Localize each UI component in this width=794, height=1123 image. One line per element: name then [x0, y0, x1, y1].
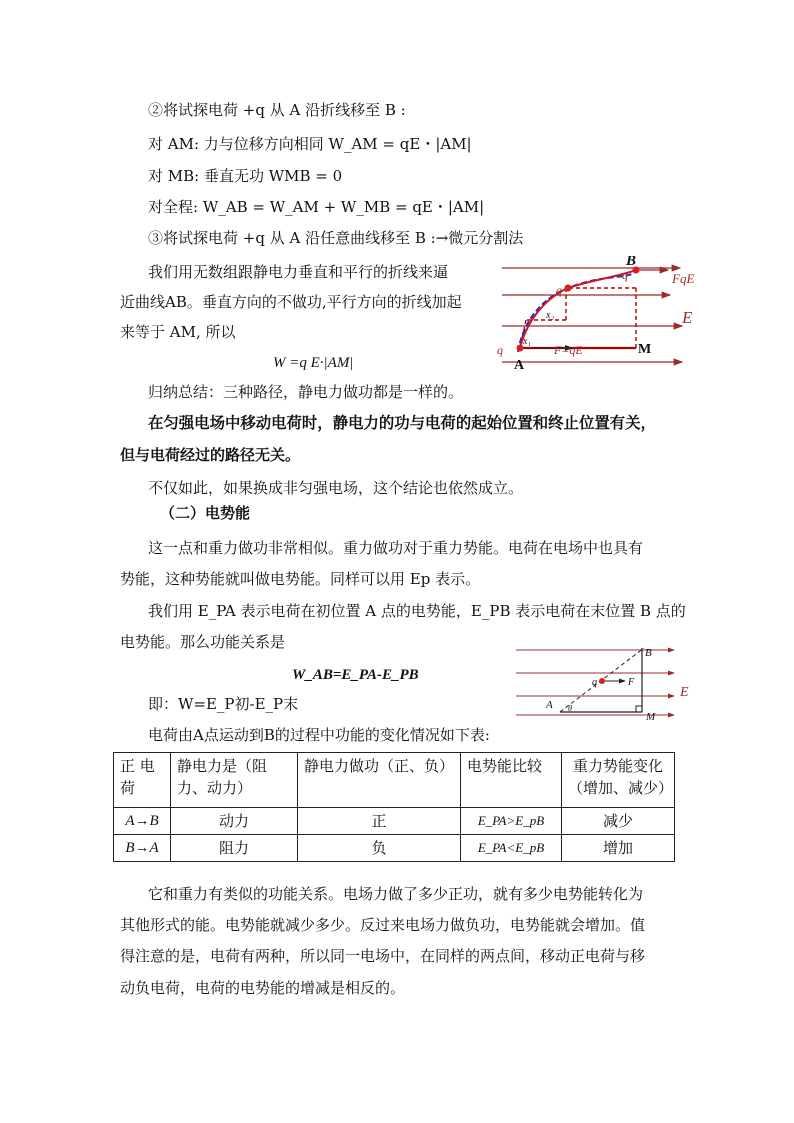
label-q-top: q	[622, 268, 628, 282]
energy-formula: W_AB=E_PA-E_PB	[292, 667, 419, 683]
induction-summary: 归纳总结：三种路径，静电力做功都是一样的。	[148, 383, 464, 401]
energy-formula-ie: 即：W=E_P初-E_P末	[148, 695, 299, 713]
approx-line-3: 来等于 AM, 所以	[120, 323, 236, 341]
total-work-text: 对全程: W_AB = W_AM + W_MB = qE・|AM|	[148, 198, 485, 216]
label-a: A	[546, 699, 553, 711]
label-theta: θ	[568, 704, 572, 713]
label-q-mid: q	[556, 283, 562, 297]
table-header-cell: 正 电荷	[114, 753, 171, 808]
table-cell: 动力	[171, 808, 298, 835]
table-cell: B→A	[114, 835, 171, 862]
table-cell: 负	[298, 835, 461, 862]
label-fqe-bottom: F=qE	[554, 343, 583, 357]
table-header-cell: 静电力是（阻力、动力）	[171, 753, 298, 808]
path-diagram	[492, 256, 706, 374]
closing-line-3: 得注意的是，电荷有两种，所以同一电场中，在同样的两点间，移动正电荷与移	[120, 947, 646, 965]
label-a: A	[514, 358, 525, 373]
table-row	[114, 808, 675, 835]
charge-point	[599, 678, 605, 684]
section-p1-line-1: 这一点和重力做功非常相似。重力做功对于重力势能。电荷在电场中也具有	[148, 539, 644, 557]
label-b: B	[626, 256, 637, 269]
conclusion-line-1: 在匀强电场中移动电荷时，静电力的功与电荷的起始位置和终止位置有关，	[148, 414, 656, 432]
table-cell: 正	[298, 808, 461, 835]
label-e: E	[682, 308, 693, 327]
label-x1: x₁	[523, 336, 531, 347]
step3-text: ③将试探电荷 +q 从 A 沿任意曲线移至 B :→微元分割法	[148, 229, 524, 247]
label-q: q	[592, 677, 597, 688]
am-work-text: 对 AM: 力与位移方向相同 W_AM = qE・|AM|	[148, 135, 472, 153]
table-cell: 阻力	[171, 835, 298, 862]
right-angle-mark	[636, 706, 642, 712]
approx-line-2: 近曲线AB。垂直方向的不做功,平行方向的折线加起	[120, 293, 462, 311]
table-header-cell: 重力势能变化（增加、减少）	[562, 753, 675, 808]
step2-text: ②将试探电荷 +q 从 A 沿折线移至 B :	[148, 101, 406, 119]
label-e: E	[680, 685, 689, 700]
nonuniform-text: 不仅如此，如果换成非匀强电场，这个结论也依然成立。	[148, 479, 524, 497]
table-row	[114, 835, 675, 862]
table-cell: 增加	[562, 835, 675, 862]
closing-line-2: 其他形式的能。电势能就减少多少。反过来电场力做负功，电势能就会增加。值	[120, 916, 646, 934]
label-m: M	[638, 342, 652, 357]
label-q-left: q	[497, 343, 503, 357]
table-header-cell: 静电力做功（正、负）	[298, 753, 461, 808]
label-b: B	[645, 647, 652, 659]
table-cell: A→B	[114, 808, 171, 835]
table-cell: E_PA<E_pB	[461, 835, 562, 862]
section-heading: （二）电势能	[160, 504, 251, 522]
label-m: M	[646, 711, 656, 722]
table-header-row	[114, 753, 675, 808]
charge-point	[565, 285, 572, 292]
potential-energy-diagram	[512, 640, 710, 722]
mb-work-text: 对 MB: 垂直无功 WMB = 0	[148, 167, 343, 185]
conclusion-line-2: 但与电荷经过的路径无关。	[120, 446, 301, 464]
approx-formula: W =q E·|AM|	[273, 355, 354, 371]
table-cell: E_PA>E_pB	[461, 808, 562, 835]
label-fqe-top: FqE	[672, 271, 695, 286]
table-header-cell: 电势能比较	[461, 753, 562, 808]
closing-line-1: 它和重力有类似的功能关系。电场力做了多少正功，就有多少电势能转化为	[148, 885, 644, 903]
section-p1-line-2: 势能，这种势能就叫做电势能。同样可以用 Ep 表示。	[120, 570, 481, 588]
section-p2-line-2: 电势能。那么功能关系是	[120, 633, 286, 651]
label-f: F	[628, 677, 635, 688]
section-p2-line-1: 我们用 E_PA 表示电荷在初位置 A 点的电势能，E_PB 表示电荷在末位置 B 点的	[148, 602, 686, 620]
closing-line-4: 动负电荷，电荷的电势能的增减是相反的。	[120, 979, 406, 997]
label-x2: x₂	[546, 310, 554, 321]
table-intro: 电荷由A点运动到B的过程中功能的变化情况如下表:	[148, 726, 490, 744]
energy-change-table	[113, 752, 675, 862]
table-cell: 减少	[562, 808, 675, 835]
approx-line-1: 我们用无数组跟静电力垂直和平行的折线来逼	[148, 263, 449, 281]
